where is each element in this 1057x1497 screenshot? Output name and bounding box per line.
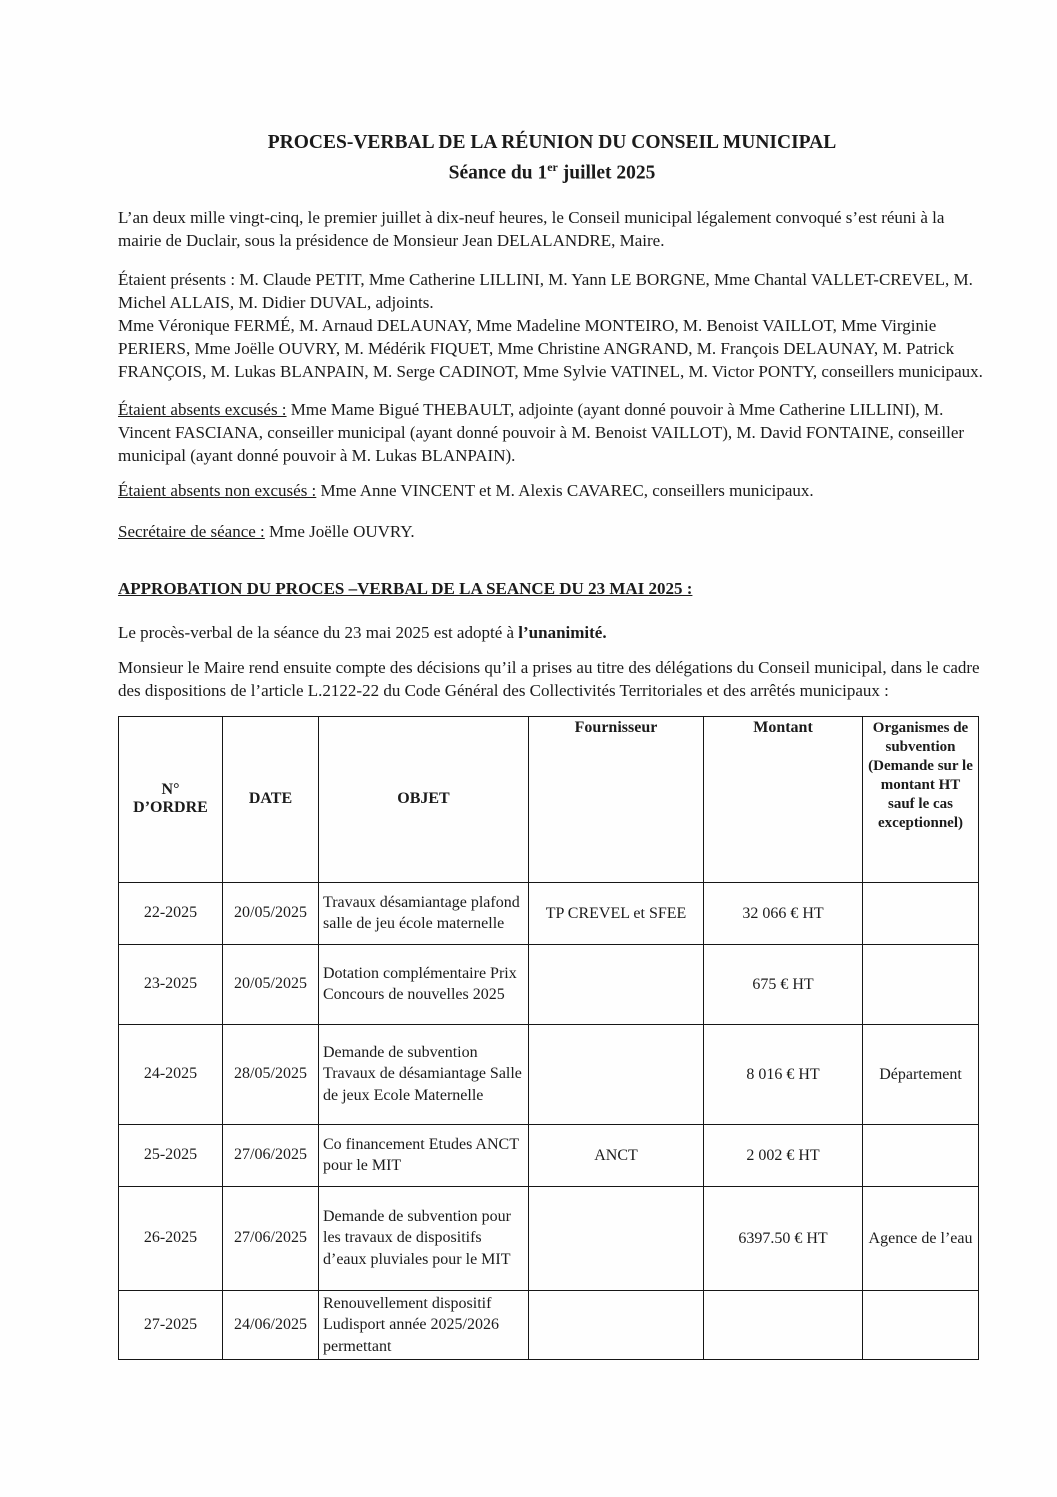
cell-fournisseur: [529, 1290, 704, 1360]
table-row: [119, 1124, 979, 1186]
present-members-paragraph: [118, 268, 986, 383]
document-content: [118, 0, 986, 1360]
cell-organisme: [863, 944, 979, 1024]
column-header-montant: Montant: [704, 716, 863, 882]
seance-date-subtitle: Séance du 1er juillet 2025: [448, 160, 656, 184]
cell-montant: 2 002 € HT: [704, 1124, 863, 1186]
cell-objet: Demande de subvention Travaux de désamiantage Salle de jeux Ecole Maternelle: [319, 1024, 529, 1124]
ordinal-superscript: er: [547, 160, 558, 174]
cell-organisme: [863, 1124, 979, 1186]
unanimity-emphasis: l’unanimité.: [518, 622, 607, 642]
cell-organisme: Département: [863, 1024, 979, 1124]
cell-montant: 6397.50 € HT: [704, 1186, 863, 1290]
absent-unexcused-paragraph: [118, 479, 986, 502]
cell-organisme: Agence de l’eau: [863, 1186, 979, 1290]
cell-objet: Travaux désamiantage plafond salle de jeu école maternelle: [319, 882, 529, 944]
decisions-table: [118, 716, 979, 1361]
absent-unexcused-text: Mme Anne VINCENT et M. Alexis CAVAREC, conseillers municipaux.: [316, 480, 814, 500]
present-members-line2: Mme Véronique FERMÉ, M. Arnaud DELAUNAY, Mme Madeline MONTEIRO, M. Benoist VAILLOT, Mme Virginie PERIERS, Mme Joëlle OUVRY, M. Médérik FIQUET, Mme Christine ANGRAND, M. François DELAUNAY, M. Patrick FRANÇOIS, M. Lukas BLANPAIN, M. Serge CADINOT, Mme Sylvie VATINEL, M. Victor PONTY, conseillers municipaux.: [118, 315, 983, 381]
absent-excused-text: Mme Mame Bigué THEBAULT, adjointe (ayant donné pouvoir à Mme Catherine LILLINI), M. Vincent FASCIANA, conseiller municipal (ayant donné pouvoir à M. Benoist VAILLOT), M. David FONTAINE, conseiller municipal (ayant donné pouvoir à M. Lukas BLANPAIN).: [118, 399, 965, 465]
cell-organisme: [863, 1290, 979, 1360]
table-header-row: [119, 716, 979, 882]
column-header-date: DATE: [223, 716, 319, 882]
cell-date: 27/06/2025: [223, 1124, 319, 1186]
cell-objet: Demande de subvention pour les travaux de dispositifs d’eaux pluviales pour le MIT: [319, 1186, 529, 1290]
secretary-paragraph: [118, 520, 986, 543]
cell-montant: [704, 1290, 863, 1360]
absent-excused-label: Étaient absents excusés :: [118, 399, 287, 419]
document-title: [118, 131, 986, 186]
cell-ordre: 26-2025: [119, 1186, 223, 1290]
cell-fournisseur: TP CREVEL et SFEE: [529, 882, 704, 944]
title-line1: PROCES-VERBAL DE LA RÉUNION DU CONSEIL MUNICIPAL: [267, 132, 837, 153]
absent-excused-paragraph: [118, 398, 986, 467]
absent-unexcused-label: Étaient absents non excusés :: [118, 480, 317, 500]
cell-fournisseur: [529, 1186, 704, 1290]
cell-ordre: 24-2025: [119, 1024, 223, 1124]
secretary-label: Secrétaire de séance :: [118, 521, 265, 541]
cell-fournisseur: ANCT: [529, 1124, 704, 1186]
delegations-paragraph: Monsieur le Maire rend ensuite compte des décisions qu’il a prises au titre des délégations du Conseil municipal, dans le cadre des dispositions de l’article L.2122-22 du Code Général des Collectivités Territoriales et des arrêtés municipaux :: [118, 657, 980, 700]
cell-montant: 675 € HT: [704, 944, 863, 1024]
cell-ordre: 22-2025: [119, 882, 223, 944]
cell-ordre: 27-2025: [119, 1290, 223, 1360]
present-members-line1: Étaient présents : M. Claude PETIT, Mme Catherine LILLINI, M. Yann LE BORGNE, Mme Chantal VALLET-CREVEL, M. Michel ALLAIS, M. Didier DUVAL, adjoints.: [118, 269, 973, 312]
table-row: [119, 944, 979, 1024]
cell-objet: Renouvellement dispositif Ludisport année 2025/2026 permettant: [319, 1290, 529, 1360]
column-header-objet: OBJET: [319, 716, 529, 882]
cell-ordre: 23-2025: [119, 944, 223, 1024]
cell-date: 27/06/2025: [223, 1186, 319, 1290]
cell-organisme: [863, 882, 979, 944]
column-header-organismes: Organismes de subvention (Demande sur le montant HT sauf le cas exceptionnel): [863, 716, 979, 882]
table-row: [119, 1024, 979, 1124]
cell-ordre: 25-2025: [119, 1124, 223, 1186]
cell-date: 20/05/2025: [223, 944, 319, 1024]
cell-montant: 8 016 € HT: [704, 1024, 863, 1124]
convocation-paragraph: L’an deux mille vingt-cinq, le premier juillet à dix-neuf heures, le Conseil municipal légalement convoqué s’est réuni à la mairie de Duclair, sous la présidence de Monsieur Jean DELALANDRE, Maire.: [118, 207, 945, 250]
table-row: [119, 882, 979, 944]
cell-fournisseur: [529, 944, 704, 1024]
cell-objet: Dotation complémentaire Prix Concours de nouvelles 2025: [319, 944, 529, 1024]
table-row: [119, 1186, 979, 1290]
column-header-fournisseur: Fournisseur: [529, 716, 704, 882]
cell-date: 28/05/2025: [223, 1024, 319, 1124]
approbation-heading: APPROBATION DU PROCES –VERBAL DE LA SEANCE DU 23 MAI 2025 :: [118, 578, 693, 598]
cell-fournisseur: [529, 1024, 704, 1124]
adoption-paragraph: Le procès-verbal de la séance du 23 mai 2025 est adopté à l’unanimité.: [118, 622, 607, 642]
cell-objet: Co financement Etudes ANCT pour le MIT: [319, 1124, 529, 1186]
column-header-ordre: N° D’ORDRE: [119, 716, 223, 882]
secretary-text: Mme Joëlle OUVRY.: [264, 521, 415, 541]
cell-montant: 32 066 € HT: [704, 882, 863, 944]
cell-date: 24/06/2025: [223, 1290, 319, 1360]
cell-date: 20/05/2025: [223, 882, 319, 944]
table-row: [119, 1290, 979, 1360]
